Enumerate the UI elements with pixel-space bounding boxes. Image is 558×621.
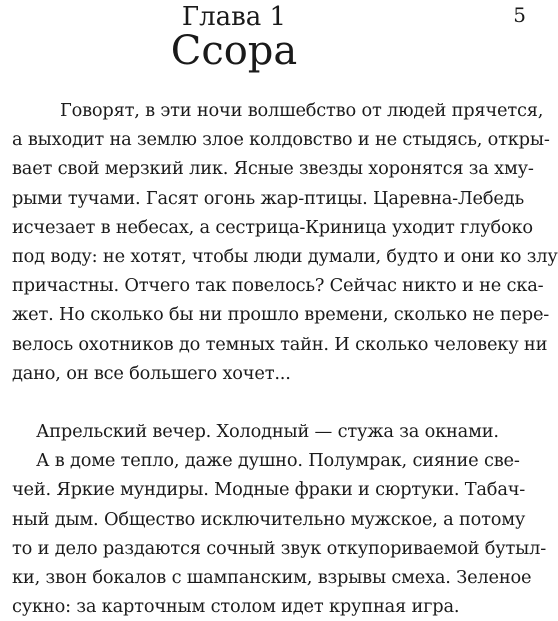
text-line: Апрельский вечер. Холодный — стужа за окнами. [36, 421, 499, 443]
text-line: чей. Яркие мундиры. Модные фраки и сюртуки. Табач- [12, 479, 526, 501]
chapter-label: Глава 1 [181, 2, 287, 32]
text-line: вает свой мерзкий лик. Ясные звезды хоронятся за хму- [12, 158, 534, 180]
text-line: под воду: не хотят, чтобы люди думали, будто и они ко злу [12, 246, 558, 268]
text-line: а выходит на землю злое колдовство и не стыдясь, откры- [12, 129, 550, 151]
body-text [0, 96, 558, 621]
text-line: причастны. Отчего так повелось? Сейчас никто и не ска- [12, 275, 544, 297]
chapter-title: Ссора [170, 28, 298, 74]
text-line: велось охотников до темных тайн. И сколько человеку ни [12, 333, 548, 355]
text-line: жет. Но сколько бы ни прошло времени, сколько не пере- [12, 304, 550, 326]
paragraph-1 [0, 96, 558, 388]
text-line: ки, звон бокалов с шампанским, взрывы смеха. Зеленое [12, 567, 532, 589]
text-line: рыми тучами. Гасят огонь жар-птицы. Царевна-Лебедь [12, 187, 524, 209]
text-line: сукно: за карточным столом идет крупная игра. [12, 596, 460, 618]
text-line: ный дым. Общество исключительно мужское, а потому [12, 508, 526, 530]
text-line: то и дело раздаются сочный звук откупориваемой бутыл- [12, 537, 547, 559]
text-line: А в доме тепло, даже душно. Полумрак, сияние све- [36, 450, 520, 472]
page-number: 5 [513, 3, 526, 27]
text-line: дано, он все большего хочет... [12, 362, 291, 384]
text-line: исчезает в небесах, а сестрица-Криница уходит глубоко [12, 216, 533, 238]
text-line: Говорят, в эти ночи волшебство от людей прячется, [60, 100, 544, 121]
paragraph-gap [0, 388, 490, 417]
paragraph-2 [0, 417, 547, 621]
